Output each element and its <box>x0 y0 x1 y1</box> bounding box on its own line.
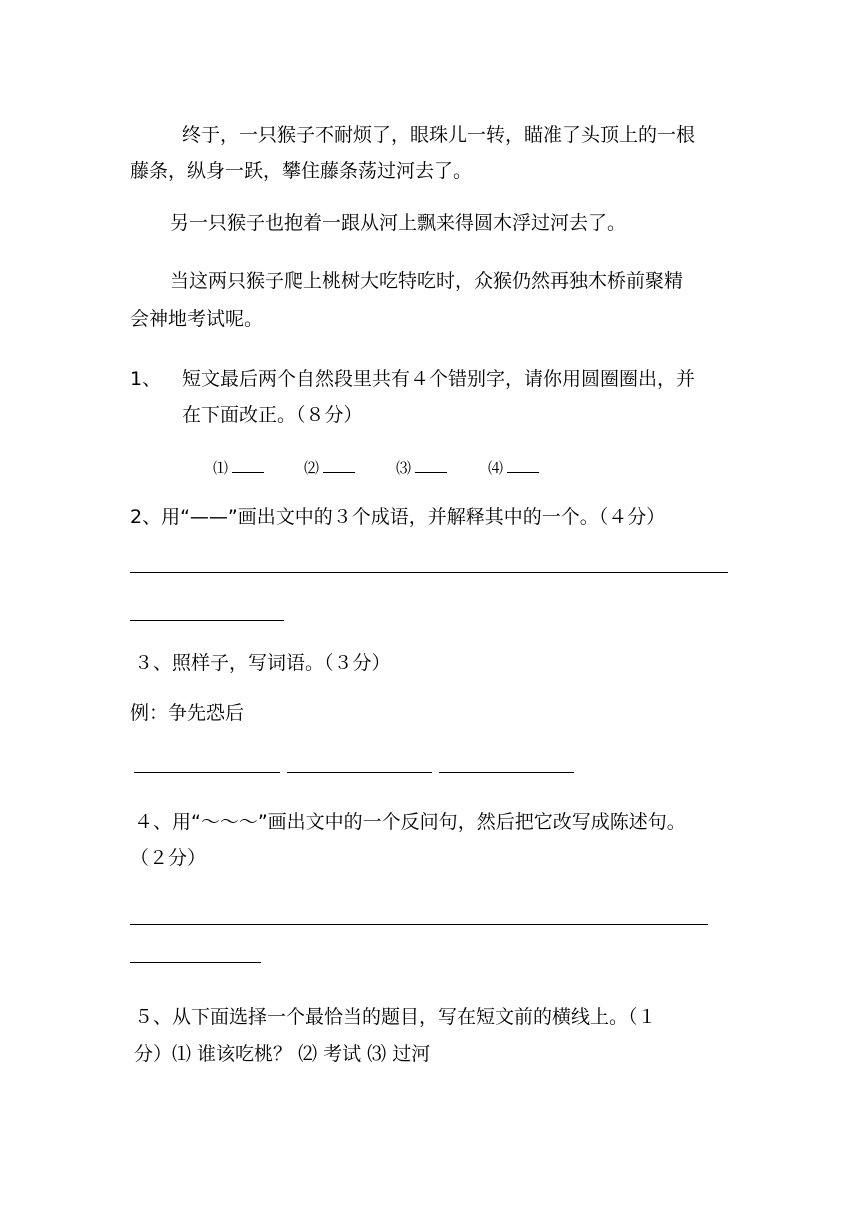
q1-answer-blank-3[interactable] <box>396 458 447 478</box>
passage-p1-line1: 终于，一只猴子不耐烦了，眼珠儿一转，瞄准了头顶上的一根 <box>182 124 696 146</box>
q1-blank-label-1: ⑴ <box>213 459 229 477</box>
q1-line2: 在下面改正。（８分） <box>182 404 363 426</box>
answer-line <box>232 458 264 473</box>
q3-text: ３、照样子，写词语。（３分） <box>134 652 391 674</box>
q1-blank-label-3: ⑶ <box>396 459 412 477</box>
q2-text: 2、用“——”画出文中的３个成语，并解释其中的一个。（４分） <box>130 506 666 528</box>
q1-line1: 短文最后两个自然段里共有４个错别字，请你用圆圈圈出，并 <box>182 368 696 390</box>
q3-answer-line-2[interactable] <box>287 772 432 773</box>
answer-line <box>507 458 539 473</box>
q1-answer-blank-4[interactable] <box>488 458 539 478</box>
answer-line <box>323 458 355 473</box>
q4-line1: ４、用“～～～”画出文中的一个反问句，然后把它改写成陈述句。 <box>134 811 686 833</box>
passage-p2-line1: 另一只猴子也抱着一跟从河上飘来得圆木浮过河去了。 <box>170 212 627 234</box>
q1-answer-blank-2[interactable] <box>304 458 355 478</box>
q1-blank-label-2: ⑵ <box>304 459 320 477</box>
q3-answer-line-3[interactable] <box>439 772 574 773</box>
q2-answer-line-1[interactable] <box>130 572 728 573</box>
q1-blank-label-4: ⑷ <box>488 459 504 477</box>
q3-example: 例：争先恐后 <box>130 702 245 724</box>
answer-line <box>415 458 447 473</box>
passage-p1-line2: 藤条，纵身一跃，攀住藤条荡过河去了。 <box>130 160 473 182</box>
q5-line2: 分）⑴ 谁该吃桃？ ⑵ 考试 ⑶ 过河 <box>134 1043 431 1065</box>
q2-answer-line-2[interactable] <box>130 620 284 621</box>
q1-answer-blank-1[interactable] <box>213 458 264 478</box>
passage-p3-line2: 会神地考试呢。 <box>130 308 264 330</box>
q5-line1: ５、从下面选择一个最恰当的题目，写在短文前的横线上。（１ <box>134 1006 657 1028</box>
q4-answer-line-2[interactable] <box>130 962 261 963</box>
q4-line2: （２分） <box>130 847 207 869</box>
q3-answer-line-1[interactable] <box>134 772 280 773</box>
q1-number: 1、 <box>130 368 162 390</box>
q4-answer-line-1[interactable] <box>130 924 708 925</box>
passage-p3-line1: 当这两只猴子爬上桃树大吃特吃时，众猴仍然再独木桥前聚精 <box>170 270 684 292</box>
